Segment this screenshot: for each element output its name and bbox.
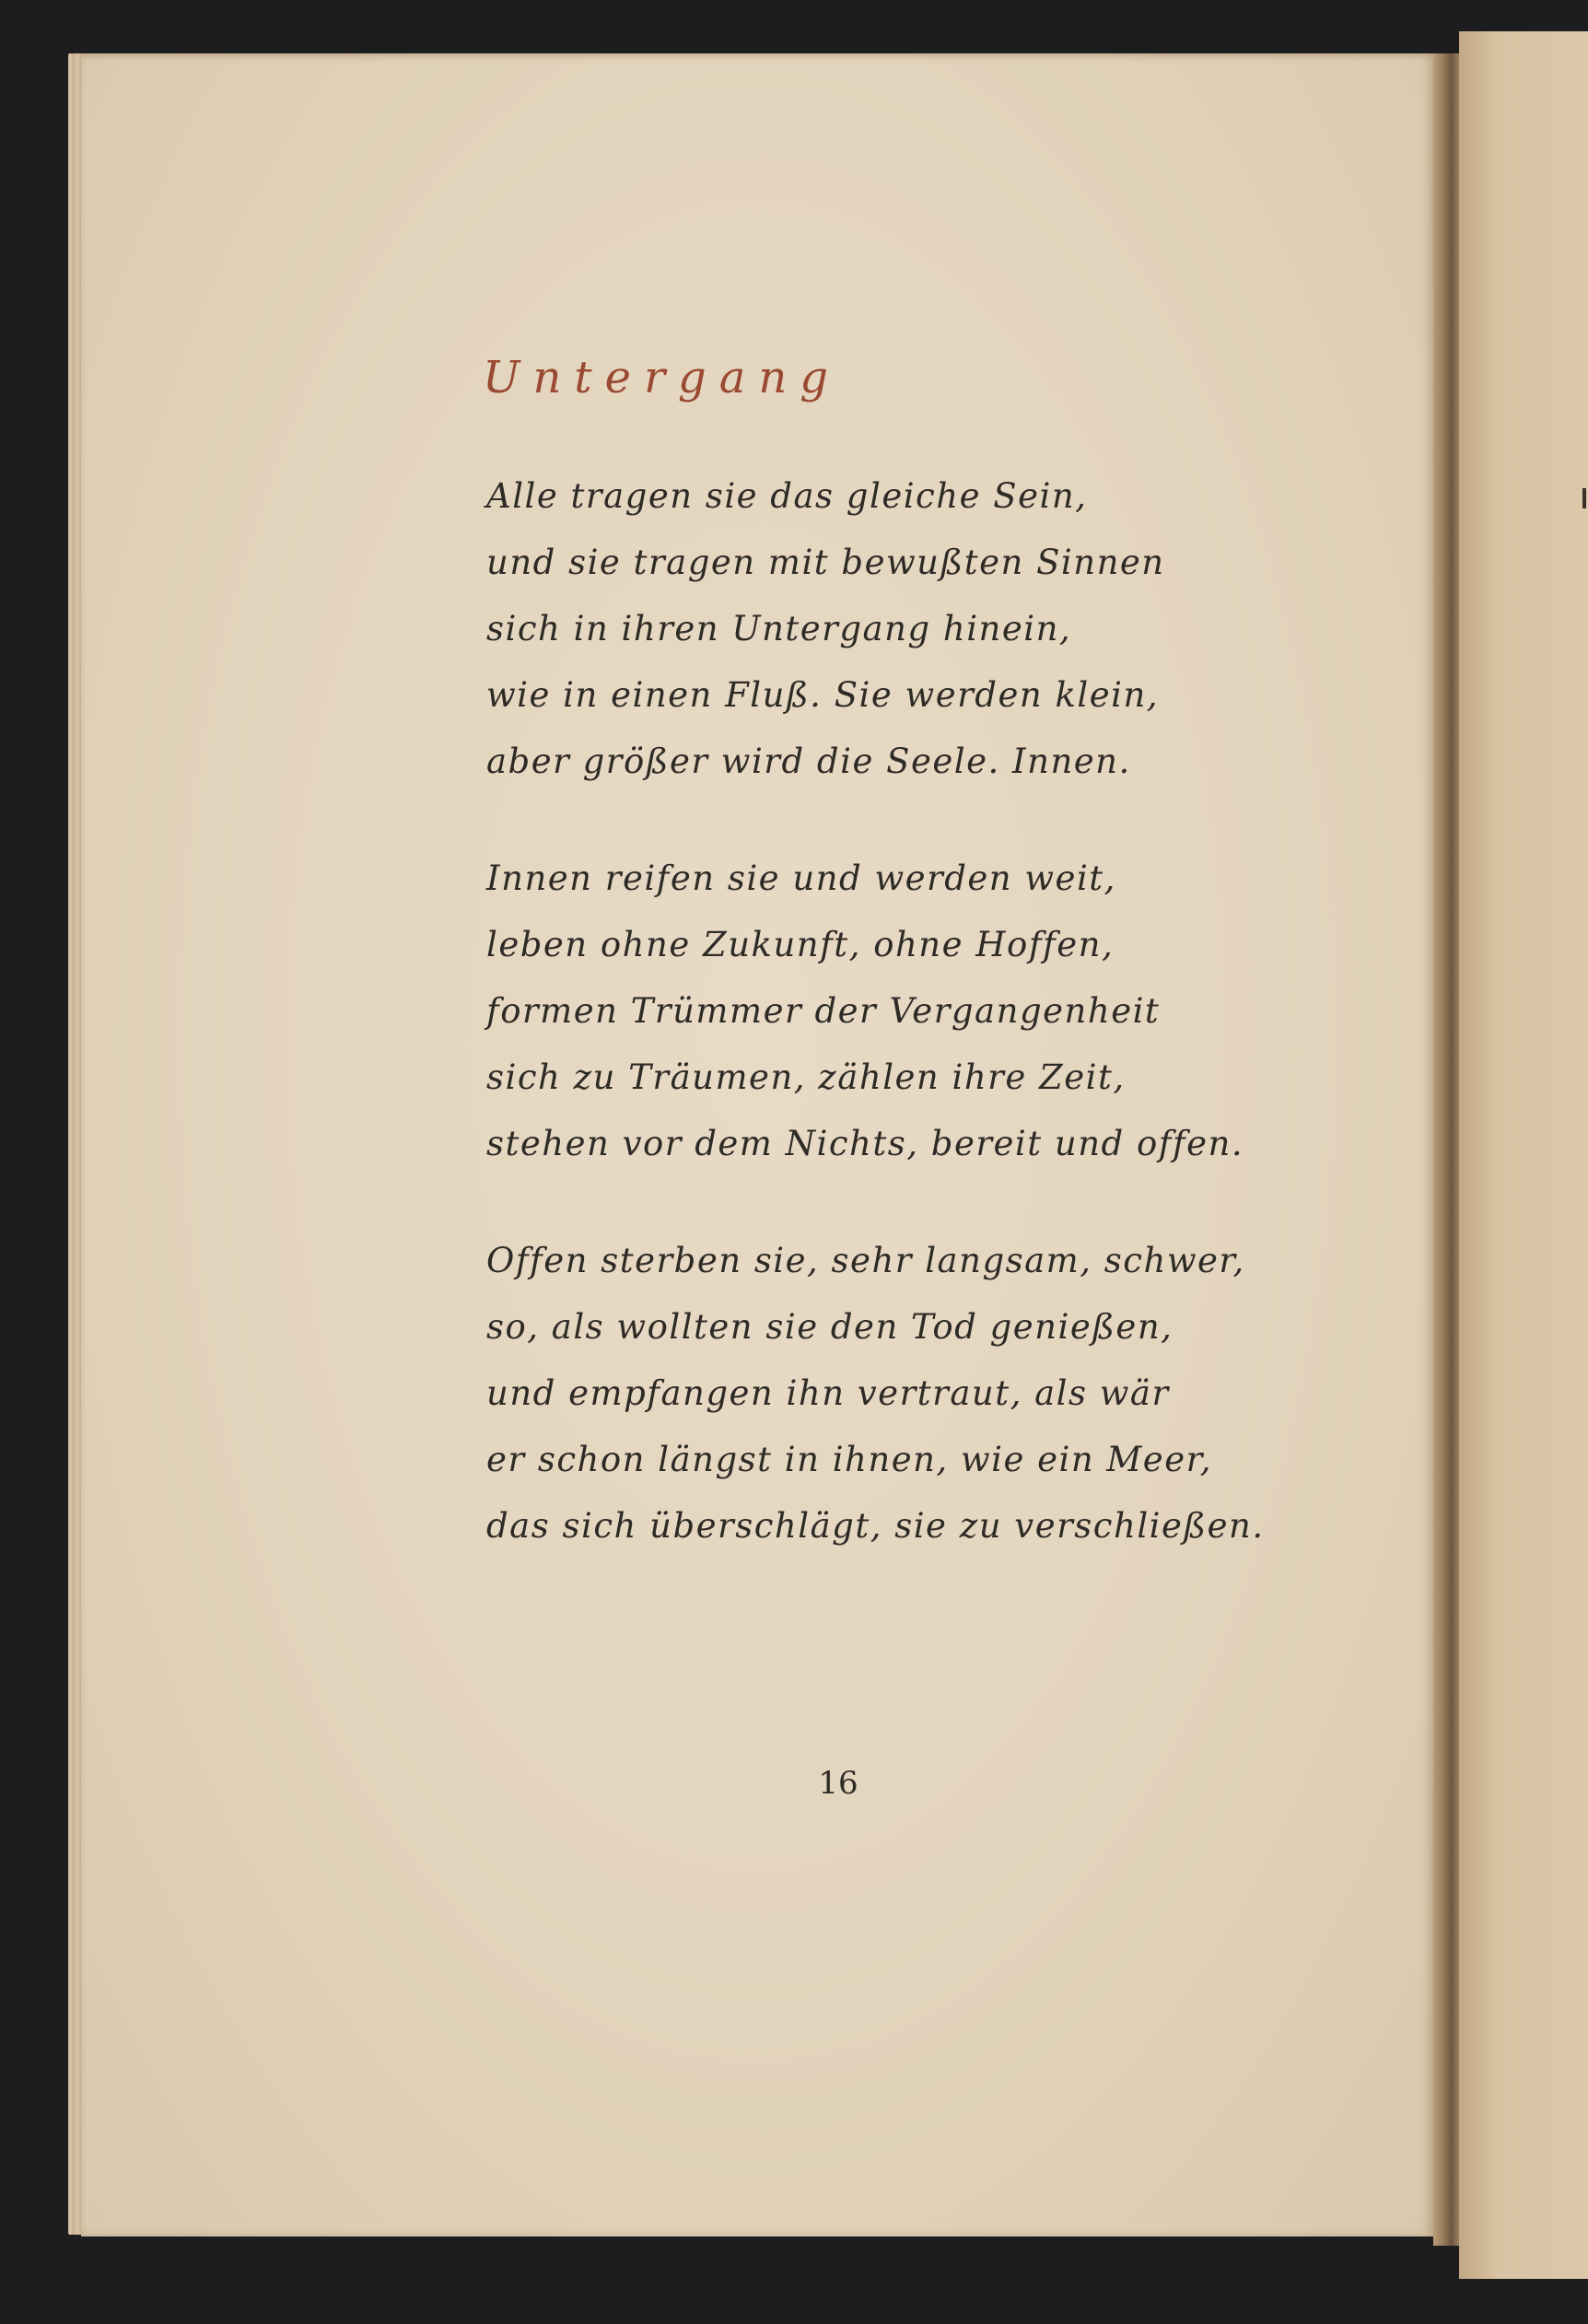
- poem-line: und sie tragen mit bewußten Sinnen: [486, 543, 1165, 582]
- stanza-2: [486, 846, 1244, 1177]
- facing-page-edge: [1459, 31, 1588, 2279]
- poem-line: er schon längst in ihnen, wie ein Meer,: [486, 1440, 1212, 1479]
- poem-line: leben ohne Zukunft, ohne Hoffen,: [486, 925, 1115, 964]
- poem-line: sich zu Träumen, zählen ihre Zeit,: [486, 1057, 1126, 1097]
- stanza-3: [486, 1228, 1265, 1559]
- poem-line: sich in ihren Untergang hinein,: [486, 609, 1072, 648]
- poem-line: wie in einen Fluß. Sie werden klein,: [486, 675, 1160, 715]
- book-gutter: [1433, 53, 1459, 2246]
- poem-line: Offen sterben sie, sehr langsam, schwer,: [486, 1241, 1245, 1280]
- stanza-1: [486, 463, 1165, 795]
- page-number: 16: [818, 1765, 858, 1802]
- poem-title: Untergang: [483, 352, 841, 403]
- facing-page-mark: [1582, 488, 1586, 508]
- poem-line: stehen vor dem Nichts, bereit und offen.: [486, 1124, 1244, 1163]
- poem-line: Alle tragen sie das gleiche Sein,: [486, 476, 1088, 516]
- poem-line: aber größer wird die Seele. Innen.: [486, 742, 1131, 781]
- poem-line: und empfangen ihn vertraut, als wär: [486, 1373, 1170, 1413]
- poem-line: das sich überschlägt, sie zu verschließen.: [486, 1506, 1265, 1546]
- poem-line: Innen reifen sie und werden weit,: [486, 858, 1116, 898]
- poem-line: formen Trümmer der Vergangenheit: [486, 991, 1161, 1031]
- poem-line: so, als wollten sie den Tod genießen,: [486, 1307, 1173, 1347]
